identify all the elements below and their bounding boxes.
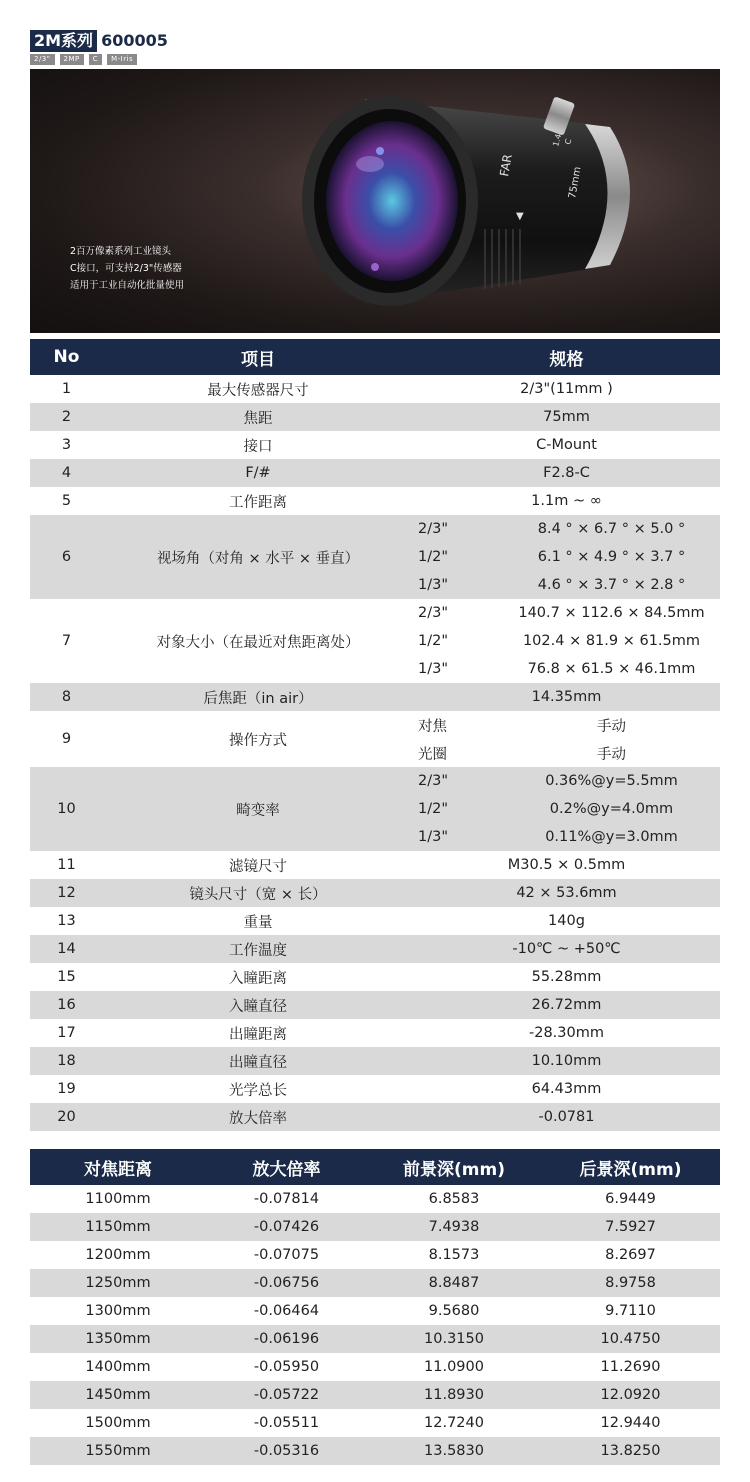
spec-value: 42 × 53.6mm (413, 879, 720, 907)
magnification-cell: -0.07075 (206, 1241, 367, 1269)
header-magnification: 放大倍率 (206, 1149, 367, 1185)
focus-row (30, 1185, 720, 1213)
spec-value: 75mm (413, 403, 720, 431)
header-spec: 规格 (413, 339, 720, 375)
spec-row (30, 907, 720, 935)
spec-value: 6.1 ° × 4.9 ° × 3.7 ° (503, 543, 720, 571)
focus-distance-cell: 1500mm (30, 1409, 206, 1437)
tag-resolution: 2MP (60, 54, 84, 65)
focus-distance-cell: 1550mm (30, 1437, 206, 1465)
spec-item: 放大倍率 (103, 1103, 413, 1131)
spec-item: 工作温度 (103, 935, 413, 963)
spec-item: 重量 (103, 907, 413, 935)
spec-no: 3 (30, 431, 103, 459)
spec-value: C-Mount (413, 431, 720, 459)
spec-value: 55.28mm (413, 963, 720, 991)
focus-row (30, 1241, 720, 1269)
spec-sub-label: 1/2" (413, 795, 503, 823)
header-item: 项目 (103, 339, 413, 375)
focus-table-header (30, 1149, 720, 1185)
spec-tags (30, 54, 168, 65)
front-dof-cell: 9.5680 (367, 1297, 541, 1325)
spec-item: 出瞳距离 (103, 1019, 413, 1047)
spec-no: 7 (30, 599, 103, 683)
focus-row (30, 1325, 720, 1353)
spec-row (30, 879, 720, 907)
spec-item: 焦距 (103, 403, 413, 431)
spec-item: 视场角（对角 × 水平 × 垂直） (103, 515, 413, 599)
spec-item: 后焦距（in air） (103, 683, 413, 711)
front-dof-cell: 10.3150 (367, 1325, 541, 1353)
product-header (30, 30, 168, 65)
rear-dof-cell: 6.9449 (541, 1185, 720, 1213)
spec-sub-label: 对焦 (413, 711, 503, 739)
spec-row (30, 431, 720, 459)
product-code: 600005 (101, 31, 168, 50)
magnification-cell: -0.06196 (206, 1325, 367, 1353)
spec-row (30, 767, 720, 795)
focus-row (30, 1381, 720, 1409)
spec-sub-label: 光圈 (413, 739, 503, 767)
front-dof-cell: 13.5830 (367, 1437, 541, 1465)
tag-sensor: 2/3" (30, 54, 55, 65)
spec-value: 64.43mm (413, 1075, 720, 1103)
spec-sub-label: 1/3" (413, 655, 503, 683)
rear-dof-cell: 12.9440 (541, 1409, 720, 1437)
front-dof-cell: 12.7240 (367, 1409, 541, 1437)
banner-line: 适用于工业自动化批量使用 (70, 280, 185, 291)
spec-row (30, 1047, 720, 1075)
spec-no: 13 (30, 907, 103, 935)
focus-row (30, 1353, 720, 1381)
banner-line: 2百万像素系列工业镜头 (70, 246, 172, 257)
spec-item: 镜头尺寸（宽 × 长） (103, 879, 413, 907)
spec-sub-label: 2/3" (413, 599, 503, 627)
banner-line: C接口，可支持2/3"传感器 (70, 263, 182, 274)
spec-value: 0.2%@y=4.0mm (503, 795, 720, 823)
spec-no: 5 (30, 487, 103, 515)
spec-no: 2 (30, 403, 103, 431)
spec-no: 4 (30, 459, 103, 487)
spec-value: 0.11%@y=3.0mm (503, 823, 720, 851)
spec-item: 出瞳直径 (103, 1047, 413, 1075)
tag-mount: C (89, 54, 102, 65)
front-dof-cell: 11.0900 (367, 1353, 541, 1381)
spec-no: 1 (30, 375, 103, 403)
lens-glass (326, 121, 458, 281)
rear-dof-cell: 12.0920 (541, 1381, 720, 1409)
lens-arrow-marking: ▼ (516, 211, 524, 222)
spec-no: 6 (30, 515, 103, 599)
spec-row (30, 711, 720, 739)
spec-value: 0.36%@y=5.5mm (503, 767, 720, 795)
spec-item: 入瞳距离 (103, 963, 413, 991)
spec-value: 26.72mm (413, 991, 720, 1019)
spec-item: 最大传感器尺寸 (103, 375, 413, 403)
spec-row (30, 599, 720, 627)
spec-value: M30.5 × 0.5mm (413, 851, 720, 879)
spec-item: 光学总长 (103, 1075, 413, 1103)
header-front-dof: 前景深(mm) (367, 1149, 541, 1185)
spec-item: 对象大小（在最近对焦距离处） (103, 599, 413, 683)
lens-aperture-marking: 1.4 (551, 132, 564, 148)
focus-row (30, 1409, 720, 1437)
spec-no: 12 (30, 879, 103, 907)
spec-no: 16 (30, 991, 103, 1019)
spec-no: 11 (30, 851, 103, 879)
spec-sub-label: 2/3" (413, 767, 503, 795)
spec-sub-label: 2/3" (413, 515, 503, 543)
spec-value: F2.8-C (413, 459, 720, 487)
rear-dof-cell: 9.7110 (541, 1297, 720, 1325)
spec-value: 2/3"(11mm ) (413, 375, 720, 403)
rear-dof-cell: 11.2690 (541, 1353, 720, 1381)
rear-dof-cell: 10.4750 (541, 1325, 720, 1353)
spec-no: 10 (30, 767, 103, 851)
spec-value: 手动 (503, 739, 720, 767)
magnification-cell: -0.07426 (206, 1213, 367, 1241)
spec-item: F/# (103, 459, 413, 487)
spec-no: 8 (30, 683, 103, 711)
focus-distance-cell: 1400mm (30, 1353, 206, 1381)
focus-distance-cell: 1300mm (30, 1297, 206, 1325)
spec-row (30, 403, 720, 431)
spec-table-header (30, 339, 720, 375)
spec-value: 14.35mm (413, 683, 720, 711)
focus-distance-cell: 1250mm (30, 1269, 206, 1297)
spec-no: 18 (30, 1047, 103, 1075)
spec-no: 19 (30, 1075, 103, 1103)
rear-dof-cell: 7.5927 (541, 1213, 720, 1241)
header-no: No (30, 339, 103, 375)
spec-value: 140.7 × 112.6 × 84.5mm (503, 599, 720, 627)
spec-row (30, 515, 720, 543)
spec-no: 17 (30, 1019, 103, 1047)
spec-value: 76.8 × 61.5 × 46.1mm (503, 655, 720, 683)
rear-dof-cell: 8.2697 (541, 1241, 720, 1269)
spec-value: 102.4 × 81.9 × 61.5mm (503, 627, 720, 655)
series-title: 2M系列 (30, 30, 97, 52)
magnification-cell: -0.05511 (206, 1409, 367, 1437)
lens-far-marking: FAR (497, 153, 515, 178)
focus-distance-cell: 1450mm (30, 1381, 206, 1409)
focus-row (30, 1297, 720, 1325)
magnification-cell: -0.06464 (206, 1297, 367, 1325)
rear-dof-cell: 13.8250 (541, 1437, 720, 1465)
spec-row (30, 375, 720, 403)
spec-row (30, 963, 720, 991)
focus-row (30, 1213, 720, 1241)
banner-description (70, 243, 184, 294)
rear-dof-cell: 8.9758 (541, 1269, 720, 1297)
spec-value: 4.6 ° × 3.7 ° × 2.8 ° (503, 571, 720, 599)
front-dof-cell: 8.8487 (367, 1269, 541, 1297)
spec-no: 20 (30, 1103, 103, 1131)
spec-value: 10.10mm (413, 1047, 720, 1075)
spec-value: 手动 (503, 711, 720, 739)
lens-focal-marking: 75mm (567, 165, 584, 200)
header-rear-dof: 后景深(mm) (541, 1149, 720, 1185)
spec-value: -0.0781 (413, 1103, 720, 1131)
lens-c-marking: C (563, 137, 574, 146)
focus-distance-cell: 1150mm (30, 1213, 206, 1241)
focus-distance-cell: 1350mm (30, 1325, 206, 1353)
spec-sub-label: 1/3" (413, 571, 503, 599)
front-dof-cell: 6.8583 (367, 1185, 541, 1213)
spec-sub-label: 1/3" (413, 823, 503, 851)
focus-distance-cell: 1100mm (30, 1185, 206, 1213)
spec-no: 15 (30, 963, 103, 991)
spec-value: 140g (413, 907, 720, 935)
spec-item: 操作方式 (103, 711, 413, 767)
magnification-cell: -0.05950 (206, 1353, 367, 1381)
spec-item: 工作距离 (103, 487, 413, 515)
focus-row (30, 1269, 720, 1297)
spec-value: -10℃ ~ +50℃ (413, 935, 720, 963)
front-dof-cell: 8.1573 (367, 1241, 541, 1269)
magnification-cell: -0.05722 (206, 1381, 367, 1409)
tag-iris: M-Iris (107, 54, 137, 65)
spec-row (30, 1103, 720, 1131)
spec-item: 畸变率 (103, 767, 413, 851)
spec-value: 8.4 ° × 6.7 ° × 5.0 ° (503, 515, 720, 543)
focus-distance-cell: 1200mm (30, 1241, 206, 1269)
spec-row (30, 991, 720, 1019)
spec-row (30, 487, 720, 515)
spec-row (30, 459, 720, 487)
spec-table (30, 339, 720, 1131)
spec-row (30, 851, 720, 879)
focus-row (30, 1437, 720, 1465)
spec-item: 接口 (103, 431, 413, 459)
spec-value: 1.1m ~ ∞ (413, 487, 720, 515)
spec-row (30, 683, 720, 711)
spec-sub-label: 1/2" (413, 543, 503, 571)
magnification-cell: -0.05316 (206, 1437, 367, 1465)
spec-row (30, 1019, 720, 1047)
front-dof-cell: 7.4938 (367, 1213, 541, 1241)
spec-no: 14 (30, 935, 103, 963)
spec-row (30, 1075, 720, 1103)
spec-no: 9 (30, 711, 103, 767)
magnification-cell: -0.06756 (206, 1269, 367, 1297)
spec-item: 滤镜尺寸 (103, 851, 413, 879)
spec-sub-label: 1/2" (413, 627, 503, 655)
front-dof-cell: 11.8930 (367, 1381, 541, 1409)
product-banner (30, 69, 720, 333)
spec-value: -28.30mm (413, 1019, 720, 1047)
spec-item: 入瞳直径 (103, 991, 413, 1019)
magnification-cell: -0.07814 (206, 1185, 367, 1213)
header-focus-distance: 对焦距离 (30, 1149, 206, 1185)
focus-depth-table (30, 1149, 720, 1465)
spec-row (30, 935, 720, 963)
